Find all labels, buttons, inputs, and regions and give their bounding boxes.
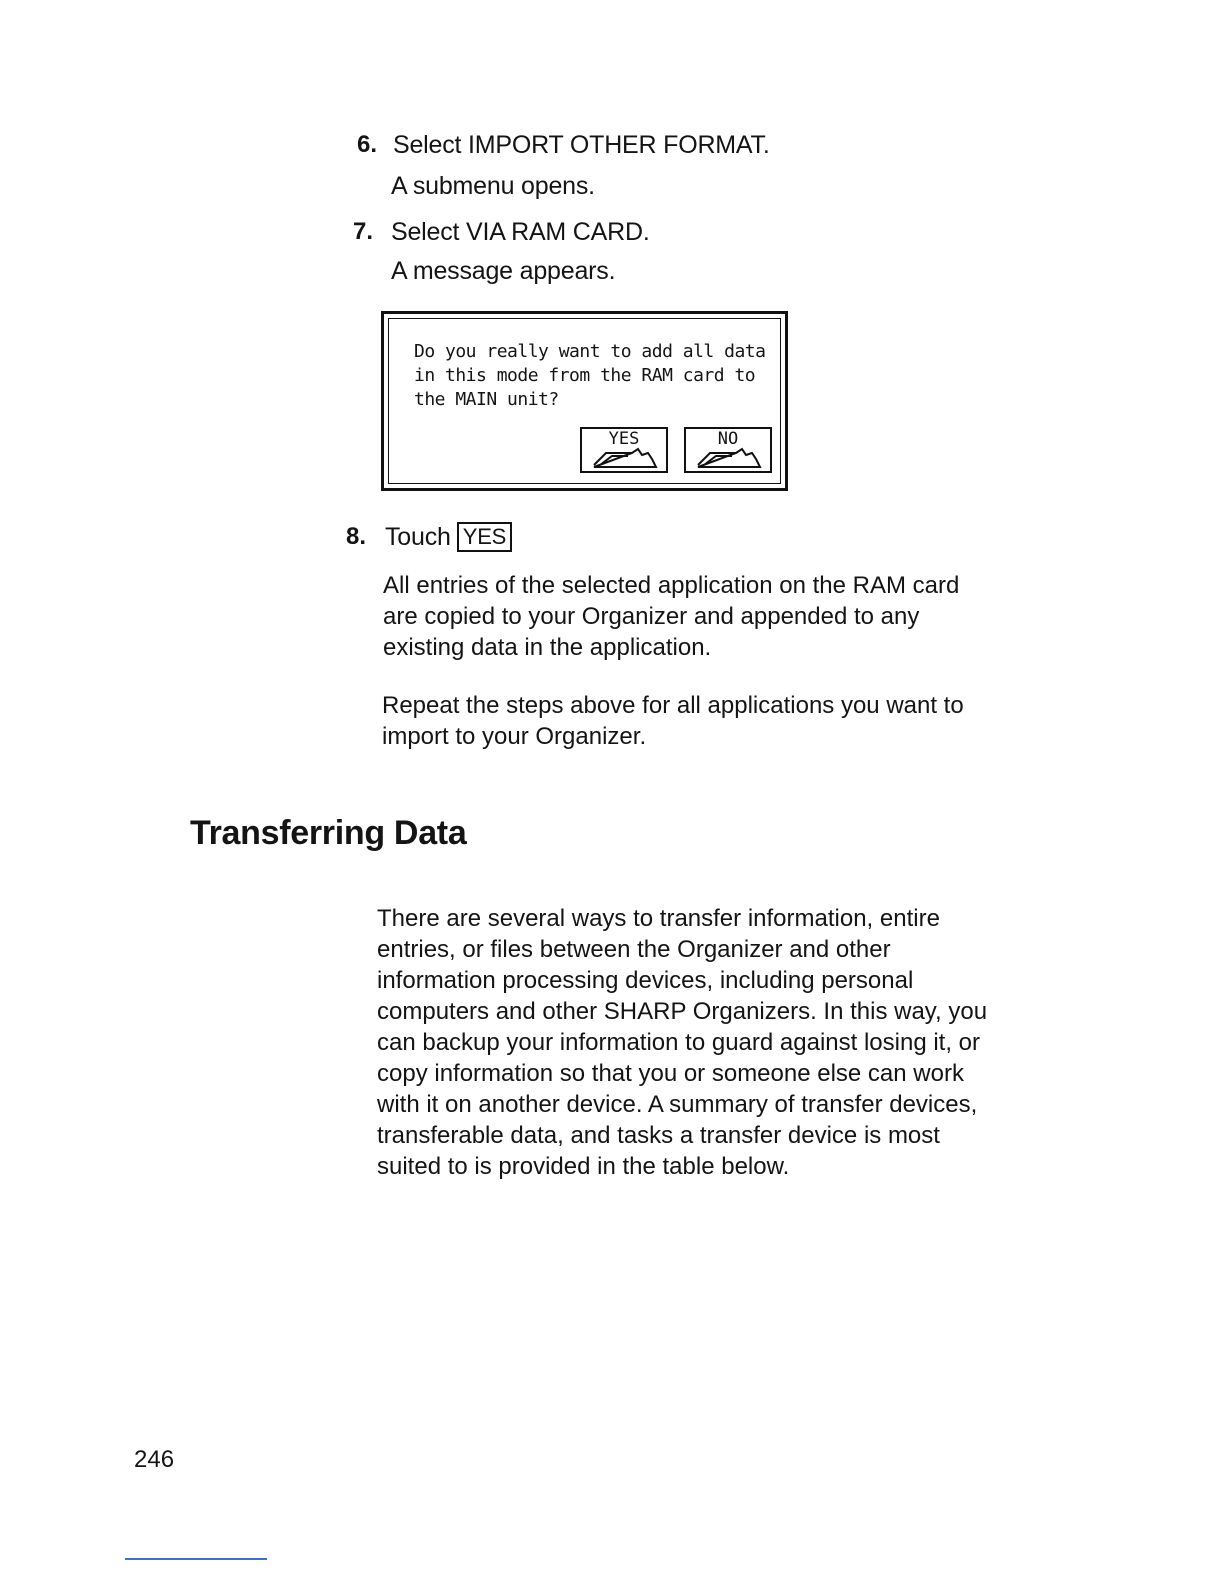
repeat-note [382,690,964,752]
paragraph-line: existing data in the application. [383,634,712,661]
step-6-detail: A submenu opens. [391,172,595,200]
dialog-message-line: Do you really want to add all data [414,341,766,362]
paragraph-line: entries, or files between the Organizer and other [377,936,891,963]
step-6-instruction: Select IMPORT OTHER FORMAT. [393,131,770,159]
paragraph-line: computers and other SHARP Organizers. In this way, you [377,998,988,1025]
yes-key: YES [457,522,512,552]
section-heading: Transferring Data [190,814,467,852]
step-8-number: 8. [346,523,367,550]
dialog-yes-label: YES [608,429,640,449]
dialog-message [414,340,765,412]
confirm-dialog [381,311,788,491]
step-8-instruction [385,522,512,552]
section-body [377,903,987,1182]
step-6-number: 6. [357,131,378,158]
page-number: 246 [134,1446,175,1473]
paragraph-line: are copied to your Organizer and appended to any [383,603,920,630]
pointing-hand-icon [592,447,658,469]
step-8-text: Touch [385,523,451,551]
paragraph-line: Repeat the steps above for all applications you want to [382,692,964,719]
step-7-detail: A message appears. [391,257,616,285]
dialog-yes-button[interactable] [580,427,668,473]
dialog-message-line: the MAIN unit? [414,389,559,410]
pointing-hand-icon [696,447,762,469]
paragraph-line: copy information so that you or someone else can work [377,1060,964,1087]
paragraph-line: can backup your information to guard against losing it, or [377,1029,981,1056]
paragraph-line: All entries of the selected application on the RAM card [383,572,960,599]
paragraph-line: suited to is provided in the table below. [377,1153,790,1180]
dialog-no-button[interactable] [684,427,772,473]
paragraph-line: with it on another device. A summary of transfer devices, [377,1091,978,1118]
dialog-message-line: in this mode from the RAM card to [414,365,756,386]
dialog-no-label: NO [717,429,739,449]
paragraph-line: transferable data, and tasks a transfer device is most [377,1122,940,1149]
footer-rule [125,1558,267,1560]
step-8-result [383,570,959,663]
paragraph-line: information processing devices, including personal [377,967,914,994]
step-7-number: 7. [353,218,374,245]
step-7-instruction: Select VIA RAM CARD. [391,218,650,246]
paragraph-line: import to your Organizer. [382,723,647,750]
paragraph-line: There are several ways to transfer information, entire [377,905,940,932]
